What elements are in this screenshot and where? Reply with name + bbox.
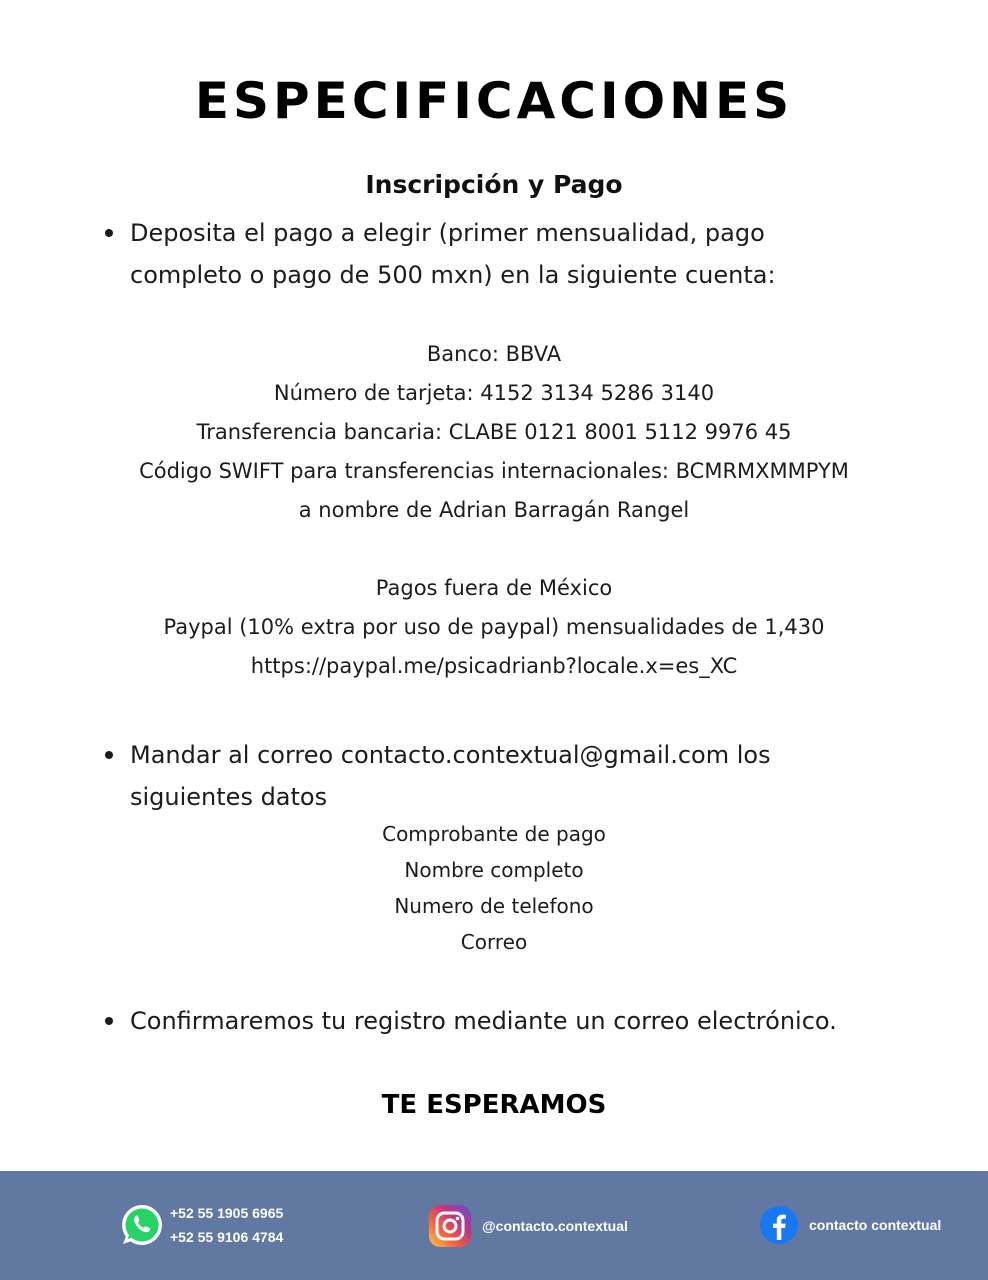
bullet-text-line: Confirmaremos tu registro mediante un correo electrónico. [130,1007,837,1035]
card-number: Número de tarjeta: 4152 3134 5286 3140 [273,381,715,405]
bullet-dot [105,751,113,759]
bank-name: Banco: BBVA [426,342,562,366]
instagram-contact[interactable] [428,1204,628,1248]
paypal-link[interactable]: https://paypal.me/psicadrianb?locale.x=es_XC [250,654,738,678]
bullet-dot [105,1017,113,1025]
bullet-dot [105,229,113,237]
phone-number: +52 55 9106 4784 [170,1229,284,1245]
account-holder: a nombre de Adrian Barragán Rangel [298,498,690,522]
clabe: Transferencia bancaria: CLABE 0121 8001 5112 9976 45 [196,420,792,444]
whatsapp-icon [120,1203,164,1247]
bank-details [0,335,988,530]
list-item: Comprobante de pago [382,822,606,846]
paypal-info: Paypal (10% extra por uso de paypal) mensualidades de 1,430 [163,615,825,639]
closing-text: TE ESPERAMOS [381,1090,607,1120]
bullet-deposit [108,212,898,296]
foreign-heading: Pagos fuera de México [375,576,613,600]
bullet-email [108,734,898,818]
facebook-icon [759,1205,799,1245]
foreign-payments [0,569,988,686]
page-title: ESPECIFICACIONES [194,72,794,130]
bullet-text-line: siguientes datos [130,783,328,811]
bullet-confirm [108,1000,898,1042]
bullet-text-line: Deposita el pago a elegir (primer mensualidad, pago [130,219,765,247]
facebook-contact[interactable] [759,1205,941,1245]
facebook-name: contacto contextual [809,1217,942,1233]
bullet-text-line: Mandar al correo contacto.contextual@gmail.com los [130,741,771,769]
instagram-handle: @contacto.contextual [482,1218,628,1234]
list-item: Numero de telefono [394,894,594,918]
phone-number: +52 55 1905 6965 [170,1205,284,1221]
list-item: Correo [460,930,528,954]
footer [0,1171,988,1280]
bullet-text-line: completo o pago de 500 mxn) en la siguiente cuenta: [130,261,776,289]
instagram-icon [428,1204,472,1248]
list-item: Nombre completo [404,858,584,882]
swift-code: Código SWIFT para transferencias internacionales: BCMRMXMMPYM [139,459,849,483]
whatsapp-contact[interactable] [120,1201,283,1249]
section-heading: Inscripción y Pago [365,170,623,199]
required-data-list [0,816,988,960]
